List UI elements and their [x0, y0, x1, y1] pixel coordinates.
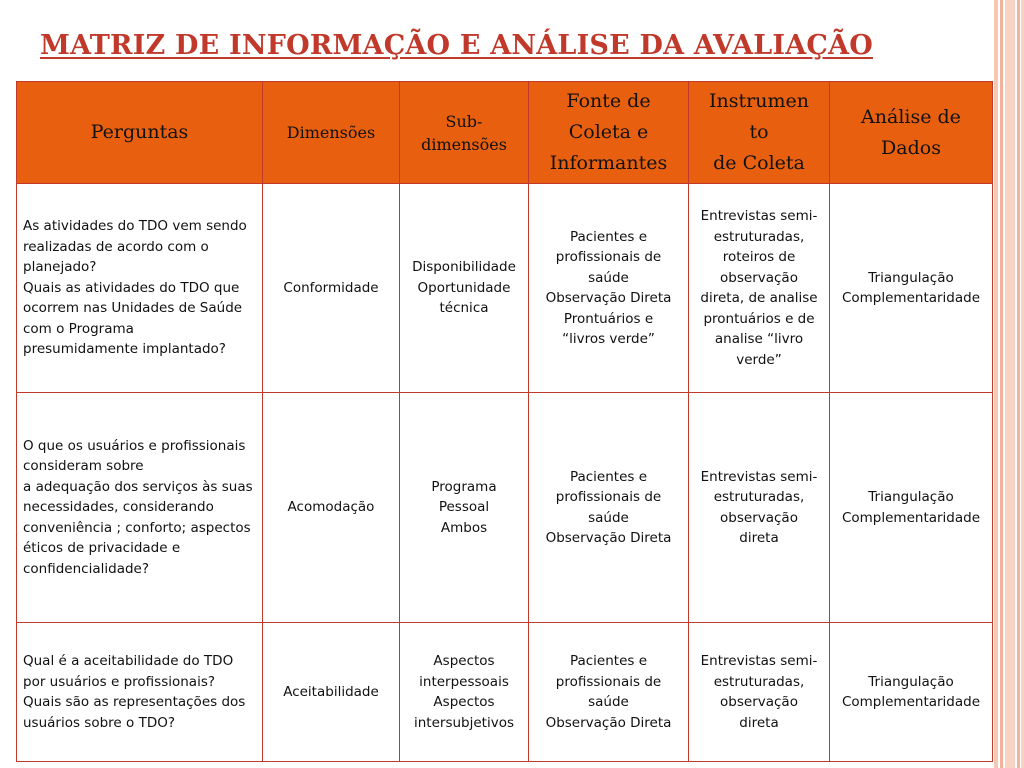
cell-fonte: Pacientes e profissionais de saúde Observação Direta [529, 623, 689, 762]
cell-analise: Triangulação Complementaridade [830, 184, 993, 393]
cell-dimensao: Conformidade [263, 184, 400, 393]
table-header-row [17, 82, 993, 184]
cell-instrumento: Entrevistas semi- estruturadas, roteiros de observação direta, de analise prontuários e de analise “livro verde” [689, 184, 830, 393]
slide-title: MATRIZ DE INFORMAÇÃO E ANÁLISE DA AVALIAÇÃO [40, 30, 873, 61]
header-perguntas: Perguntas [17, 82, 263, 184]
header-subdimensoes: Sub- dimensões [400, 82, 529, 184]
table-row [17, 393, 993, 623]
cell-dimensao: Acomodação [263, 393, 400, 623]
cell-subdimensoes: Disponibilidade Oportunidade técnica [400, 184, 529, 393]
cell-subdimensoes: Aspectos interpessoais Aspectos intersubjetivos [400, 623, 529, 762]
cell-perguntas: As atividades do TDO vem sendo realizadas de acordo com o planejado? Quais as atividades do TDO que ocorrem nas Unidades de Saúde com o Programa presumidamente implantado? [17, 184, 263, 393]
evaluation-matrix-table [16, 81, 993, 762]
table-row [17, 623, 993, 762]
cell-analise: Triangulação Complementaridade [830, 393, 993, 623]
header-dimensoes: Dimensões [263, 82, 400, 184]
decorative-border [994, 0, 1024, 768]
cell-fonte: Pacientes e profissionais de saúde Observação Direta [529, 393, 689, 623]
cell-analise: Triangulação Complementaridade [830, 623, 993, 762]
cell-fonte: Pacientes e profissionais de saúde Observação Direta Prontuários e “livros verde” [529, 184, 689, 393]
cell-instrumento: Entrevistas semi- estruturadas, observação direta [689, 393, 830, 623]
cell-dimensao: Aceitabilidade [263, 623, 400, 762]
table-row [17, 184, 993, 393]
cell-instrumento: Entrevistas semi- estruturadas, observação direta [689, 623, 830, 762]
header-analise: Análise de Dados [830, 82, 993, 184]
cell-subdimensoes: Programa Pessoal Ambos [400, 393, 529, 623]
header-instrumento: Instrumen to de Coleta [689, 82, 830, 184]
header-fonte: Fonte de Coleta e Informantes [529, 82, 689, 184]
cell-perguntas: O que os usuários e profissionais consideram sobre a adequação dos serviços às suas necessidades, considerando conveniência ; conforto; aspectos éticos de privacidade e confidencialidade? [17, 393, 263, 623]
cell-perguntas: Qual é a aceitabilidade do TDO por usuários e profissionais? Quais são as representações dos usuários sobre o TDO? [17, 623, 263, 762]
